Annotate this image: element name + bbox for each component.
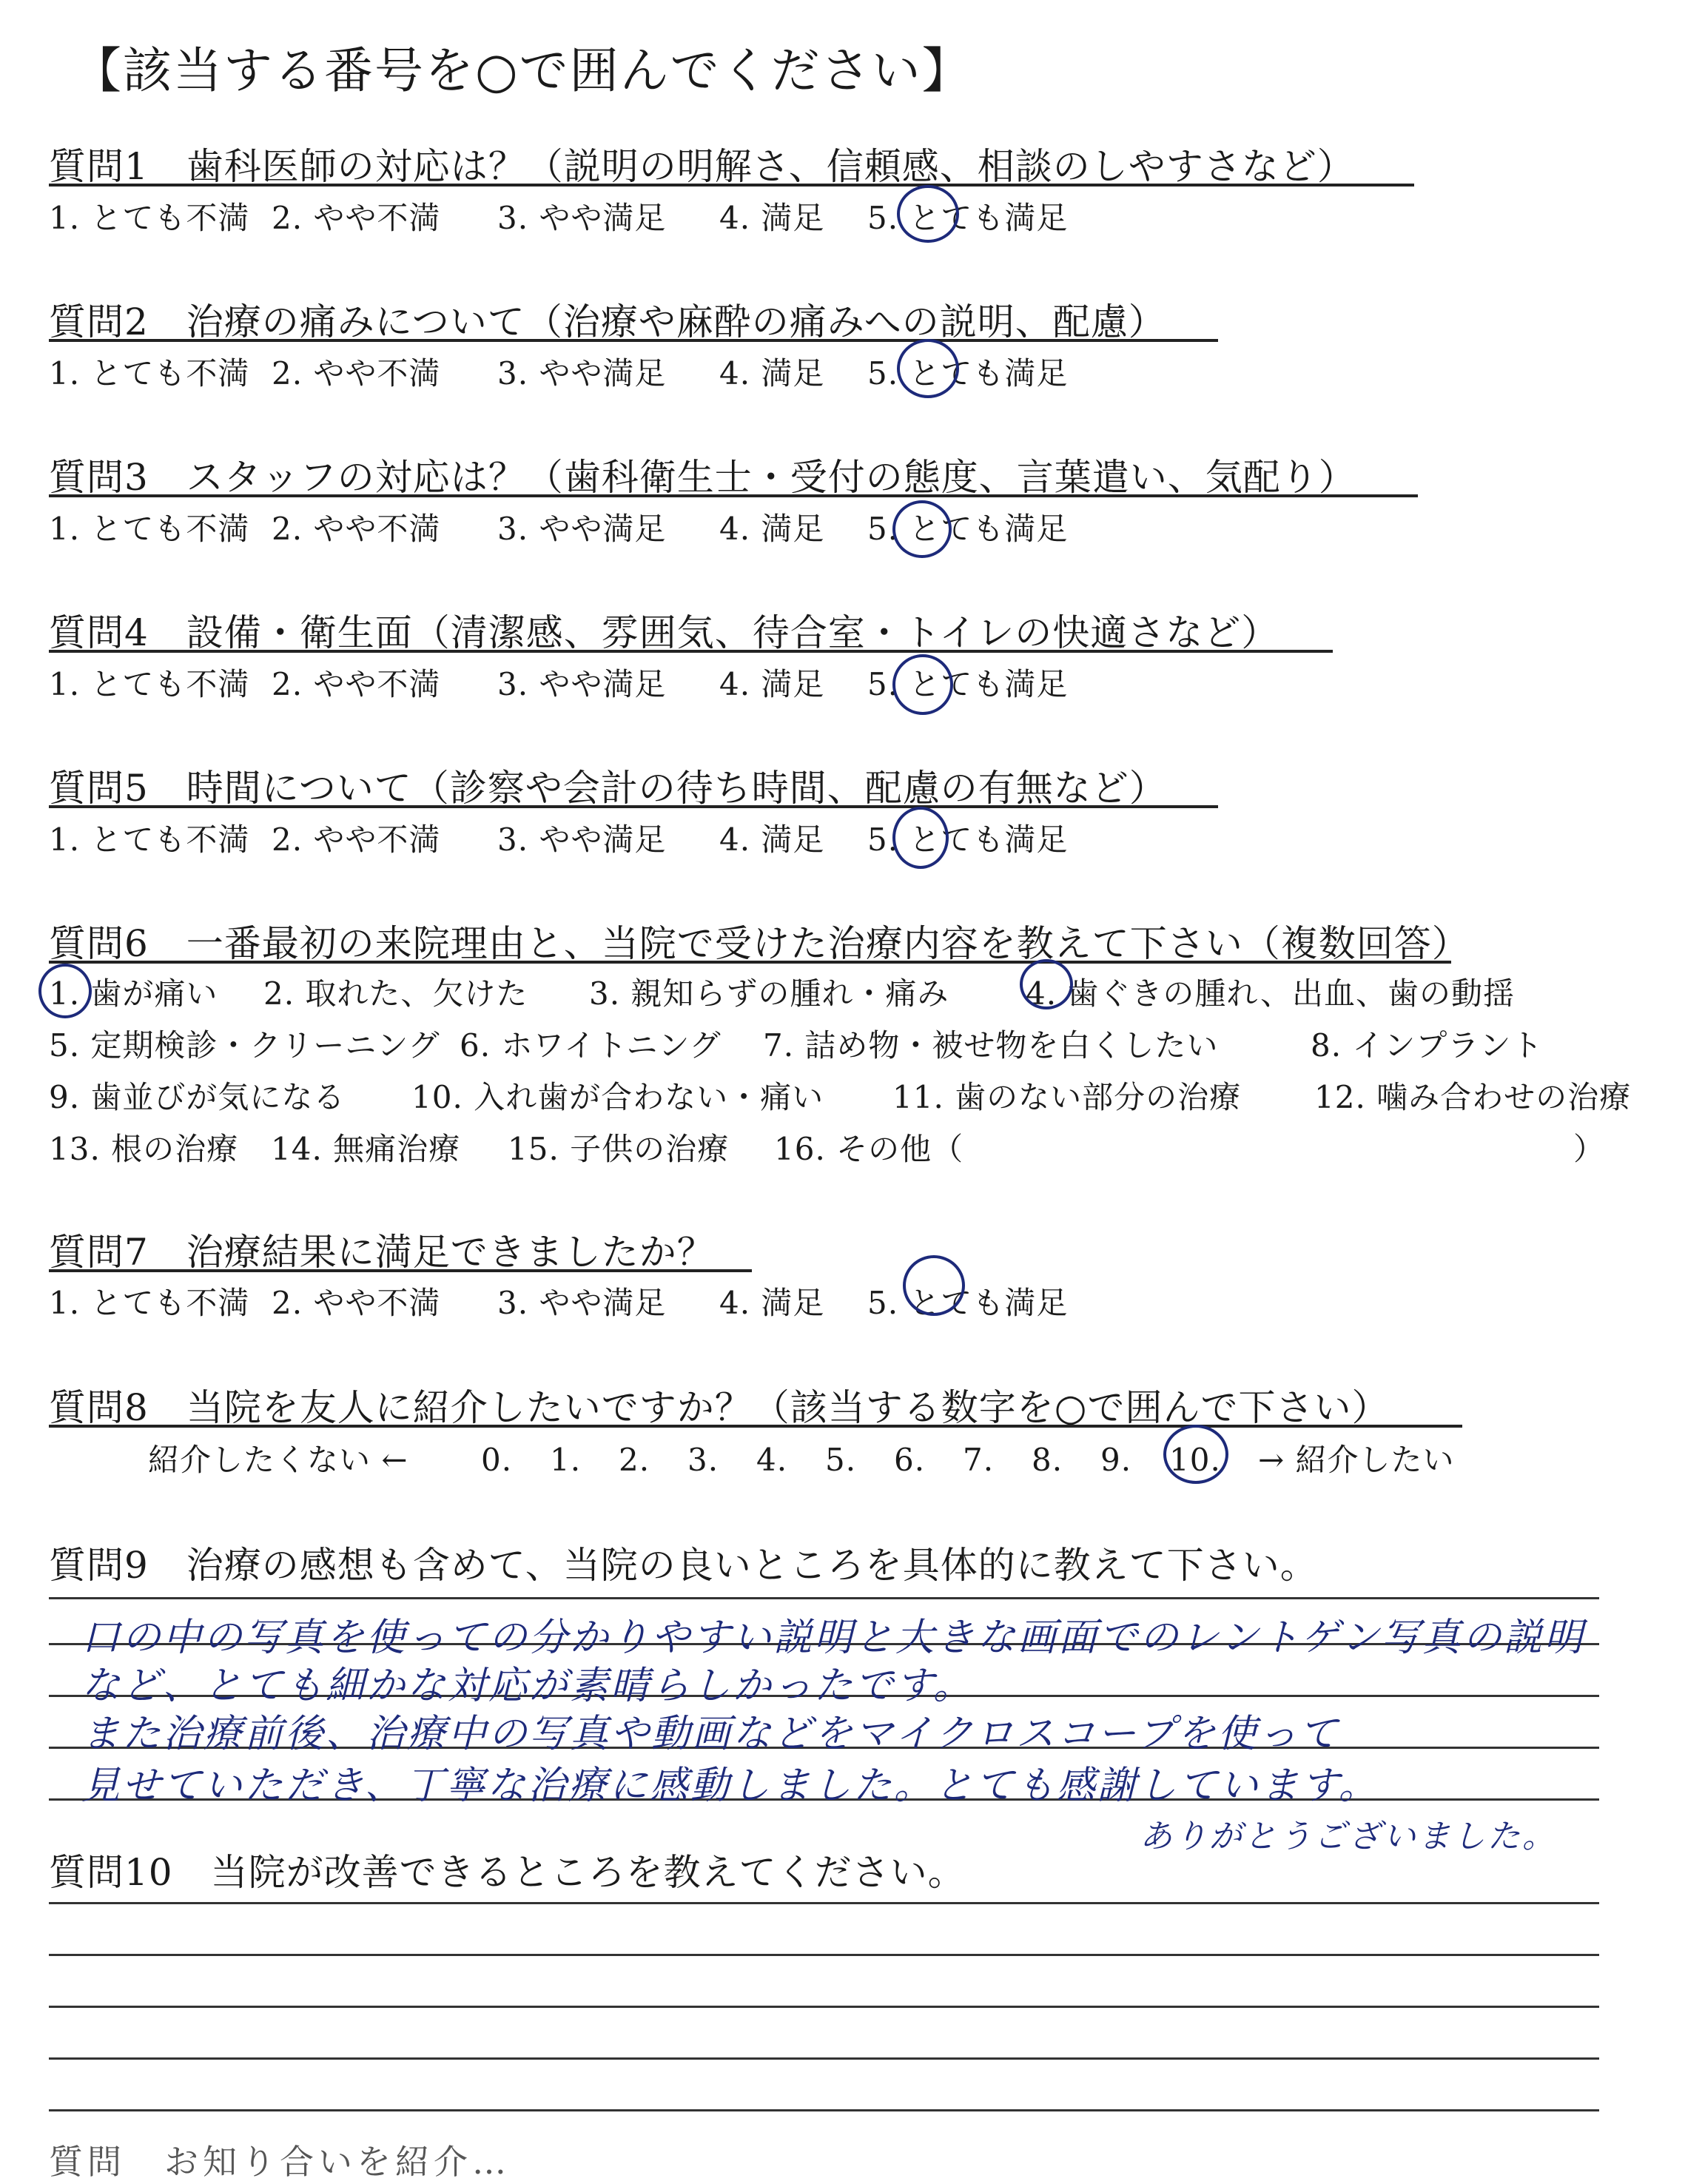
q10-rule-1: [49, 1902, 1599, 1904]
q8-option-2[interactable]: 2.: [619, 1442, 650, 1478]
q8-scale-row: [148, 1436, 1455, 1480]
q6-option-1[interactable]: 1. 歯が痛い: [49, 975, 218, 1012]
q6-option-16-close: ）: [1573, 1131, 1606, 1167]
q6-option-12[interactable]: 12. 噛み合わせの治療: [1314, 1079, 1632, 1115]
q2-answer-circle: [897, 339, 959, 398]
q8-option-7[interactable]: 7.: [963, 1442, 995, 1478]
q8-option-8[interactable]: 8.: [1032, 1442, 1063, 1478]
q6-label: 質問6 一番最初の来院理由と、当院で受けた治療内容を教えて下さい（複数回答）: [49, 922, 1470, 965]
q7-underline: [49, 1269, 752, 1272]
q6-option-10[interactable]: 10. 入れ歯が合わない・痛い: [411, 1079, 824, 1115]
q9-answer-line-4: 見せていただき、丁寧な治療に感動しました。とても感謝しています。: [81, 1764, 1379, 1808]
q10-label: 質問10 当院が改善できるところを教えてください。: [49, 1851, 966, 1894]
q5-option-3[interactable]: 3. やや満足: [497, 821, 667, 858]
q3-option-4[interactable]: 4. 満足: [719, 511, 825, 547]
q8-option-5[interactable]: 5.: [825, 1442, 857, 1478]
q7-option-5[interactable]: 5. とても満足: [867, 1285, 1069, 1321]
q4-label: 質問4 設備・衛生面（清潔感、雰囲気、待合室・トイレの快適さなど）: [49, 611, 1279, 654]
q4-option-3[interactable]: 3. やや満足: [497, 666, 667, 702]
q6-option-15[interactable]: 15. 子供の治療: [508, 1131, 730, 1167]
q6-option-7[interactable]: 7. 詰め物・被せ物を白くしたい: [763, 1027, 1219, 1064]
q2-label: 質問2 治療の痛みについて（治療や麻酔の痛みへの説明、配慮）: [49, 300, 1166, 343]
q6-option-5[interactable]: 5. 定期検診・クリーニング: [49, 1027, 440, 1064]
q8-option-3[interactable]: 3.: [687, 1442, 719, 1478]
q6-row-1: [49, 970, 1515, 1014]
q1-option-2[interactable]: 2. やや不満: [272, 200, 441, 236]
q9-answer-line-2: など、とても細かな対応が素晴らしかったです。: [81, 1664, 974, 1708]
page-title: 【該当する番号を○で囲んでください】: [73, 42, 972, 99]
q3-option-5[interactable]: 5. とても満足: [867, 511, 1069, 547]
q5-label: 質問5 時間について（診察や会計の待ち時間、配慮の有無など）: [49, 767, 1167, 810]
q5-underline: [49, 805, 1218, 808]
q4-answer-circle: [892, 654, 953, 715]
q5-option-4[interactable]: 4. 満足: [719, 821, 825, 858]
q7-option-2[interactable]: 2. やや不満: [272, 1285, 441, 1321]
q8-answer-circle: [1163, 1425, 1228, 1484]
q1-option-4[interactable]: 4. 満足: [719, 200, 825, 236]
q5-answer-circle: [892, 807, 949, 869]
q7-answer-circle: [903, 1255, 965, 1316]
q9-label: 質問9 治療の感想も含めて、当院の良いところを具体的に教えて下さい。: [49, 1544, 1318, 1587]
q8-option-10[interactable]: 10.: [1169, 1442, 1221, 1478]
q8-right-label: → 紹介したい: [1258, 1442, 1455, 1478]
q4-option-4[interactable]: 4. 満足: [719, 666, 825, 702]
q1-option-1[interactable]: 1. とても不満: [49, 200, 250, 236]
q6-option-2[interactable]: 2. 取れた、欠けた: [263, 975, 528, 1012]
q2-option-2[interactable]: 2. やや不満: [272, 355, 441, 392]
q2-underline: [49, 339, 1218, 342]
q6-option-6[interactable]: 6. ホワイトニング: [460, 1027, 722, 1064]
q10-rule-4: [49, 2057, 1599, 2060]
q1-answer-circle: [897, 185, 959, 243]
q8-option-4[interactable]: 4.: [756, 1442, 788, 1478]
q5-option-1[interactable]: 1. とても不満: [49, 821, 250, 858]
q8-underline: [49, 1425, 1462, 1428]
q4-option-1[interactable]: 1. とても不満: [49, 666, 250, 702]
q2-option-4[interactable]: 4. 満足: [719, 355, 825, 392]
q3-option-2[interactable]: 2. やや不満: [272, 511, 441, 547]
q7-option-1[interactable]: 1. とても不満: [49, 1285, 250, 1321]
q9-answer-note: ありがとうございました。: [1140, 1818, 1557, 1855]
q7-option-4[interactable]: 4. 満足: [719, 1285, 825, 1321]
q6-option-13[interactable]: 13. 根の治療: [49, 1131, 239, 1167]
q7-label: 質問7 治療結果に満足できましたか？: [49, 1231, 715, 1274]
q10-rule-3: [49, 2006, 1599, 2008]
q3-answer-circle: [892, 500, 952, 558]
q6-answer-circle-1: [38, 964, 92, 1018]
q6-option-11[interactable]: 11. 歯のない部分の治療: [892, 1079, 1242, 1115]
q4-underline: [49, 650, 1333, 653]
q6-option-4[interactable]: 4. 歯ぐきの腫れ、出血、歯の動揺: [1026, 975, 1515, 1012]
q5-option-5[interactable]: 5. とても満足: [867, 821, 1069, 858]
q8-option-6[interactable]: 6.: [894, 1442, 926, 1478]
q10-rule-5: [49, 2109, 1599, 2111]
q8-option-9[interactable]: 9.: [1100, 1442, 1132, 1478]
q7-option-3[interactable]: 3. やや満足: [497, 1285, 667, 1321]
q3-underline: [49, 494, 1418, 497]
q8-option-0[interactable]: 0.: [481, 1442, 513, 1478]
q9-answer-line-1: 口の中の写真を使っての分かりやすい説明と大きな画面でのレントゲン写真の説明: [81, 1616, 1585, 1660]
q1-label: 質問1 歯科医師の対応は？（説明の明解さ、信頼感、相談のしやすさなど）: [49, 145, 1355, 188]
q6-option-14[interactable]: 14. 無痛治療: [271, 1131, 461, 1167]
q9-rule-1: [49, 1597, 1599, 1599]
q9-answer-line-3: また治療前後、治療中の写真や動画などをマイクロスコープを使って: [81, 1712, 1340, 1756]
q6-option-8[interactable]: 8. インプラント: [1311, 1027, 1544, 1064]
q6-row-4: [49, 1125, 1605, 1169]
q6-answer-circle-4: [1020, 959, 1073, 1009]
q6-option-3[interactable]: 3. 親知らずの腫れ・痛み: [589, 975, 949, 1012]
q3-option-1[interactable]: 1. とても不満: [49, 511, 250, 547]
q5-option-2[interactable]: 2. やや不満: [272, 821, 441, 858]
q6-row-2: [49, 1021, 1543, 1066]
q1-option-3[interactable]: 3. やや満足: [497, 200, 667, 236]
q8-label: 質問8 当院を友人に紹介したいですか？（該当する数字を○で囲んで下さい）: [49, 1386, 1390, 1429]
q4-option-2[interactable]: 2. やや不満: [272, 666, 441, 702]
footer-cutoff-text: 質問 お知り合いを紹介…: [49, 2142, 511, 2182]
q2-option-5[interactable]: 5. とても満足: [867, 355, 1069, 392]
q6-option-9[interactable]: 9. 歯並びが気になる: [49, 1079, 346, 1115]
q1-underline: [49, 184, 1414, 187]
q6-row-3: [49, 1073, 1631, 1118]
q1-option-5[interactable]: 5. とても満足: [867, 200, 1069, 236]
q2-option-3[interactable]: 3. やや満足: [497, 355, 667, 392]
q8-left-label: 紹介したくない ←: [148, 1442, 408, 1478]
q6-underline: [49, 961, 1451, 964]
q6-option-16[interactable]: 16. その他（: [774, 1131, 964, 1167]
q2-option-1[interactable]: 1. とても不満: [49, 355, 250, 392]
q4-option-5[interactable]: 5. とても満足: [867, 666, 1069, 702]
q10-rule-2: [49, 1954, 1599, 1956]
q3-label: 質問3 スタッフの対応は？（歯科衛生士・受付の態度、言葉遣い、気配り）: [49, 456, 1356, 499]
q8-option-1[interactable]: 1.: [550, 1442, 582, 1478]
q3-option-3[interactable]: 3. やや満足: [497, 511, 667, 547]
